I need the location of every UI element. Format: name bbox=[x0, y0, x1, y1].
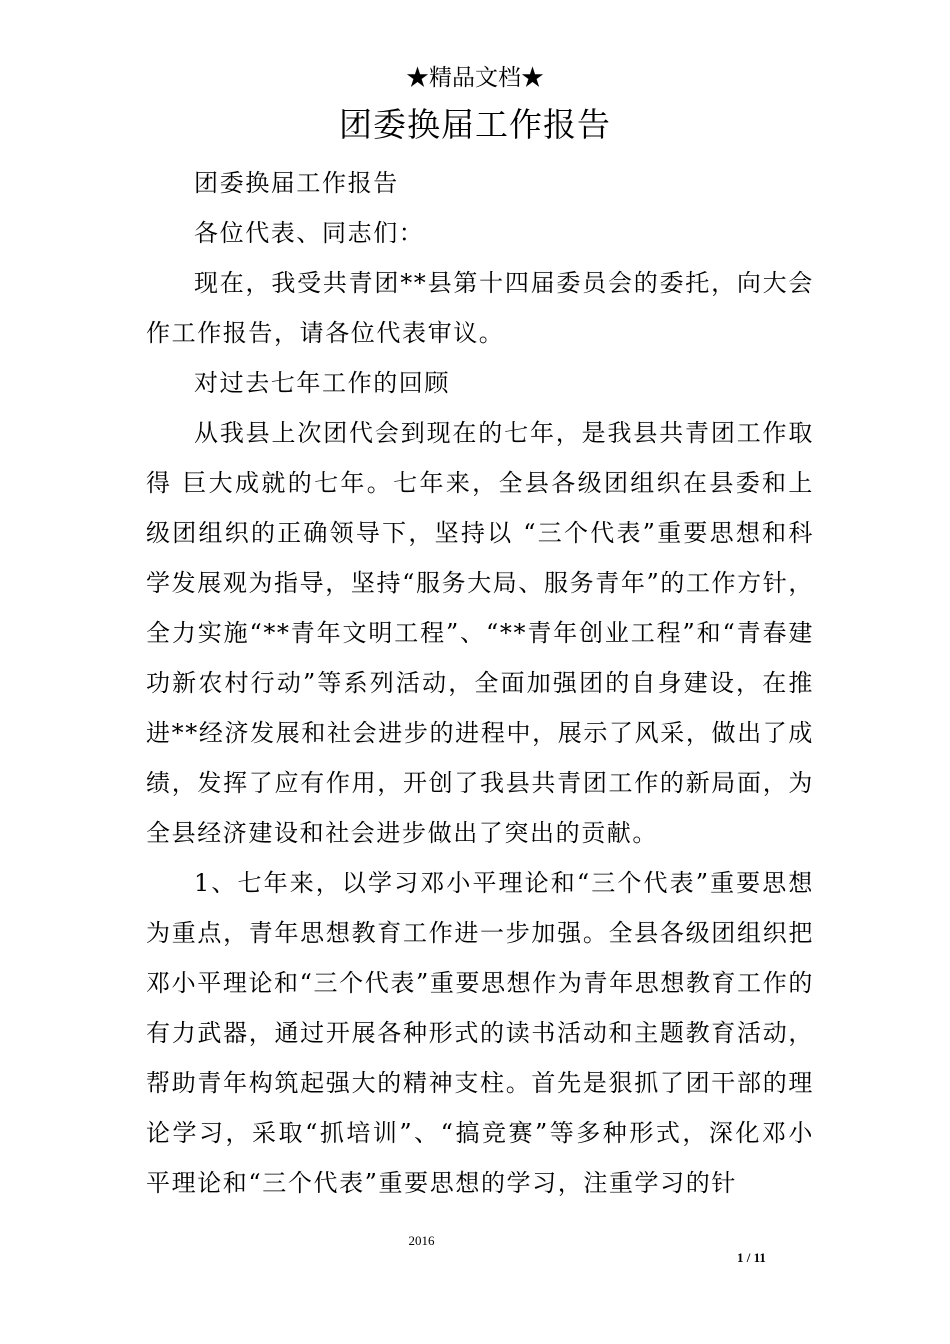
paragraph-section-heading: 对过去七年工作的回顾 bbox=[194, 369, 450, 397]
header-mark: ★精品文档★ bbox=[406, 65, 544, 91]
paragraph-subtitle: 团委换届工作报告 bbox=[194, 169, 399, 197]
paragraph-review: 从我县上次团代会到现在的七年，是我县共青团工作取得 巨大成就的七年。七年来，全县各级团组织在县委和上级团组织的正确领导下，坚持以 “三个代表”重要思想和科学发展观为指导，坚持“服务大局、服务青年”的工作方针，全力实施“**青年文明工程”、“**青年创业工程”和“青春建功新农村行动”等系列活动，全面加强团的自身建设，在推进**经济发展和社会进步的进程中，展示了风采，做出了成绩，发挥了应有作用，开创了我县共青团工作的新局面，为全县经济建设和社会进步做出了突出的贡献。 bbox=[146, 419, 814, 847]
paragraph-intro: 现在，我受共青团**县第十四届委员会的委托，向大会作工作报告，请各位代表审议。 bbox=[146, 269, 814, 347]
page-number: 1 / 11 bbox=[737, 1250, 766, 1265]
footer-year: 2016 bbox=[408, 1233, 435, 1248]
document-title: 团委换届工作报告 bbox=[339, 105, 611, 144]
paragraph-salutation: 各位代表、同志们： bbox=[194, 219, 425, 247]
paragraph-item-1: 1、七年来，以学习邓小平理论和“三个代表”重要思想为重点，青年思想教育工作进一步加强。全县各级团组织把邓小平理论和“三个代表”重要思想作为青年思想教育工作的有力武器，通过开展各种形式的读书活动和主题教育活动，帮助青年构筑起强大的精神支柱。首先是狠抓了团干部的理论学习，采取“抓培训”、“搞竞赛”等多种形式，深化邓小平理论和“三个代表”重要思想的学习，注重学习的针 bbox=[146, 869, 814, 1197]
document-body bbox=[146, 158, 814, 1208]
